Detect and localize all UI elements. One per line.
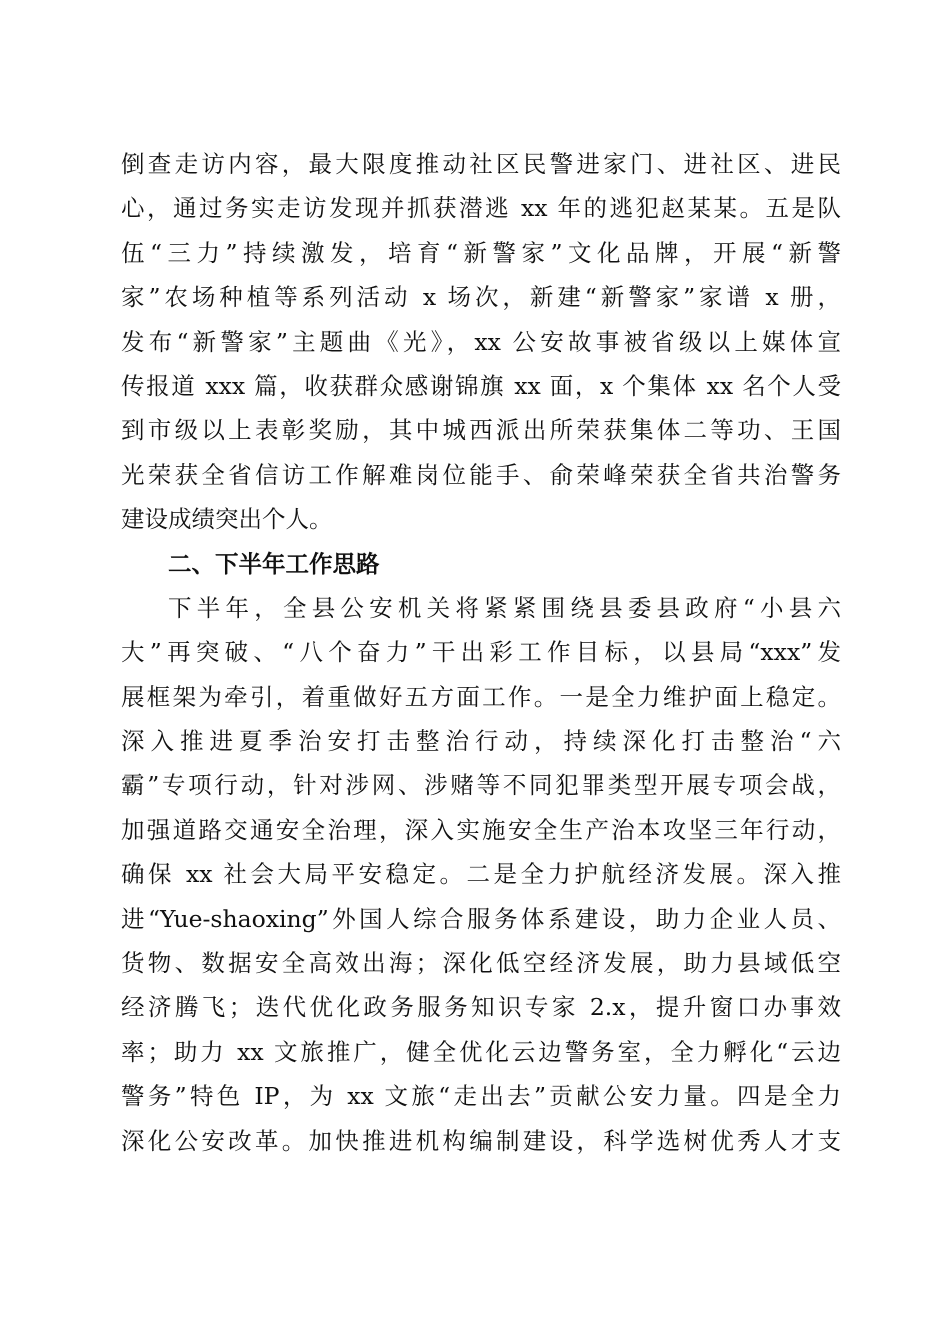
paragraph-line: 进“Yue-shaoxing”外国人综合服务体系建设，助力企业人员、 [121,904,841,933]
paragraph-line: 倒查走访内容，最大限度推动社区民警进家门、进社区、进民 [121,150,841,178]
paragraph-line: 确保 xx 社会大局平安稳定。二是全力护航经济发展。深入推 [121,860,841,889]
paragraph-line: 深入推进夏季治安打击整治行动，持续深化打击整治“六 [121,727,841,756]
paragraph-line: 经济腾飞；迭代优化政务服务知识专家 2.x，提升窗口办事效 [121,993,841,1022]
paragraph-line: 展框架为牵引，着重做好五方面工作。一是全力维护面上稳定。 [121,682,841,711]
paragraph-line: 心，通过务实走访发现并抓获潜逃 xx 年的逃犯赵某某。五是队 [121,194,841,223]
paragraph-line: 下半年，全县公安机关将紧紧围绕县委县政府“小县六 [168,593,841,622]
paragraph-line: 加强道路交通安全治理，深入实施安全生产治本攻坚三年行动， [121,815,841,844]
paragraph-line: 家”农场种植等系列活动 x 场次，新建“新警家”家谱 x 册， [121,283,841,312]
paragraph-line: 光荣获全省信访工作解难岗位能手、俞荣峰荣获全省共治警务 [121,460,841,489]
paragraph-line: 大”再突破、“八个奋力”干出彩工作目标，以县局“xxx”发 [121,638,841,667]
paragraph-line: 霸”专项行动，针对涉网、涉赌等不同犯罪类型开展专项会战， [121,771,841,800]
paragraph-line: 传报道 xxx 篇，收获群众感谢锦旗 xx 面，x 个集体 xx 名个人受 [121,371,841,400]
document-body [121,142,841,1163]
paragraph-1 [121,142,841,542]
paragraph-line: 深化公安改革。加快推进机构编制建设，科学选树优秀人才支 [121,1126,841,1155]
paragraph-line: 伍“三力”持续激发，培育“新警家”文化品牌，开展“新警 [121,238,841,267]
paragraph-line: 率；助力 xx 文旅推广，健全优化云边警务室，全力孵化“云边 [121,1037,841,1066]
paragraph-line: 到市级以上表彰奖励，其中城西派出所荣获集体二等功、王国 [121,416,841,445]
paragraph-2 [121,586,841,1163]
section-heading: 二、下半年工作思路 [168,549,380,578]
paragraph-line: 警务”特色 IP，为 xx 文旅“走出去”贡献公安力量。四是全力 [121,1082,841,1111]
paragraph-line: 发布“新警家”主题曲《光》，xx 公安故事被省级以上媒体宣 [121,327,841,356]
paragraph-line: 货物、数据安全高效出海；深化低空经济发展，助力县域低空 [121,949,841,978]
paragraph-line: 建设成绩突出个人。 [121,505,333,534]
